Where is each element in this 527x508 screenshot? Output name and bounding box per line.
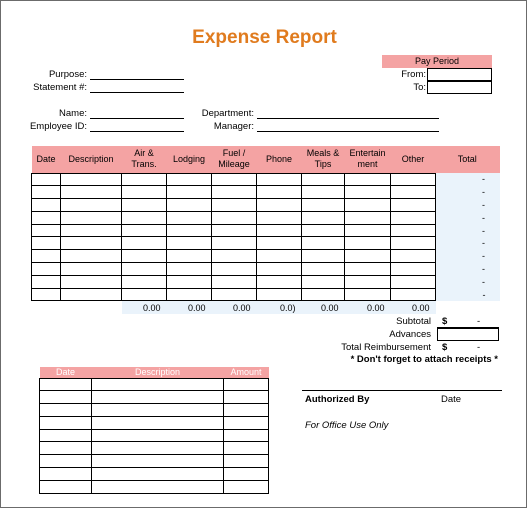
expense-cell[interactable] — [212, 263, 257, 276]
expense-cell[interactable] — [302, 211, 345, 224]
expense-cell[interactable] — [212, 199, 257, 212]
subtotal-currency: $ — [442, 316, 448, 327]
expense-cell[interactable] — [61, 250, 122, 263]
expense-cell[interactable] — [345, 250, 391, 263]
col-air-trans-header: Air & Trans. — [122, 146, 167, 173]
authorization-divider — [302, 390, 502, 391]
expense-row — [32, 275, 500, 288]
expense-cell[interactable] — [32, 288, 61, 301]
expense-table — [31, 146, 500, 314]
receipt-cell[interactable] — [224, 455, 269, 468]
row-total-cell: - — [436, 250, 500, 263]
receipt-description-header: Description — [92, 367, 224, 378]
receipt-cell[interactable] — [92, 442, 224, 455]
total-currency: $ — [442, 342, 448, 353]
expense-cell[interactable] — [32, 250, 61, 263]
col-date-header: Date — [32, 146, 61, 173]
expense-cell[interactable] — [61, 224, 122, 237]
expense-cell[interactable] — [167, 211, 212, 224]
expense-cell[interactable] — [212, 224, 257, 237]
receipt-cell[interactable] — [224, 442, 269, 455]
expense-cell[interactable] — [302, 250, 345, 263]
expense-cell[interactable] — [302, 288, 345, 301]
receipt-cell[interactable] — [92, 480, 224, 493]
expense-cell[interactable] — [391, 224, 436, 237]
expense-cell[interactable] — [32, 199, 61, 212]
row-total-cell: - — [436, 173, 500, 186]
expense-cell[interactable] — [345, 263, 391, 276]
expense-cell[interactable] — [61, 237, 122, 250]
receipt-amount-header: Amount — [224, 367, 269, 378]
receipt-cell[interactable] — [224, 416, 269, 429]
name-label: Name: — [59, 108, 87, 119]
expense-cell[interactable] — [212, 186, 257, 199]
expense-row — [32, 250, 500, 263]
pay-period-heading: Pay Period — [382, 55, 492, 68]
receipt-cell[interactable] — [92, 416, 224, 429]
office-use-label: For Office Use Only — [305, 420, 389, 431]
to-label: To: — [413, 82, 426, 93]
expense-cell[interactable] — [302, 263, 345, 276]
subtotal-value: - — [477, 316, 481, 327]
authorized-by-label: Authorized By — [305, 394, 370, 405]
expense-cell[interactable] — [212, 275, 257, 288]
totals-spacer — [61, 301, 122, 314]
expense-cell[interactable] — [391, 263, 436, 276]
receipt-cell[interactable] — [92, 455, 224, 468]
page-title: Expense Report — [192, 27, 337, 48]
expense-cell[interactable] — [167, 250, 212, 263]
expense-cell[interactable] — [257, 263, 302, 276]
phone-total: 0.0) — [257, 301, 302, 314]
row-total-cell: - — [436, 275, 500, 288]
row-total-cell: - — [436, 211, 500, 224]
expense-cell[interactable] — [61, 199, 122, 212]
column-totals-row — [32, 301, 500, 314]
col-lodging-header: Lodging — [167, 146, 212, 173]
expense-cell[interactable] — [167, 224, 212, 237]
expense-cell[interactable] — [257, 186, 302, 199]
expense-cell[interactable] — [212, 211, 257, 224]
expense-cell[interactable] — [167, 237, 212, 250]
expense-row — [32, 186, 500, 199]
receipt-cell[interactable] — [40, 480, 92, 493]
receipt-table — [39, 367, 269, 494]
expense-cell[interactable] — [167, 186, 212, 199]
receipt-reminder: * Don't forget to attach receipts * — [350, 354, 498, 365]
expense-cell[interactable] — [345, 237, 391, 250]
receipt-row — [40, 442, 269, 455]
expense-row — [32, 288, 500, 301]
expense-cell[interactable] — [122, 186, 167, 199]
fuel-mileage-total: 0.00 — [212, 301, 257, 314]
expense-cell[interactable] — [391, 250, 436, 263]
expense-cell[interactable] — [61, 211, 122, 224]
expense-cell[interactable] — [61, 173, 122, 186]
expense-cell[interactable] — [257, 224, 302, 237]
other-total: 0.00 — [391, 301, 436, 314]
manager-field[interactable] — [257, 131, 439, 132]
expense-cell[interactable] — [122, 224, 167, 237]
expense-cell[interactable] — [391, 186, 436, 199]
subtotal-label: Subtotal — [396, 316, 431, 327]
expense-cell[interactable] — [212, 250, 257, 263]
expense-cell[interactable] — [32, 224, 61, 237]
expense-cell[interactable] — [257, 173, 302, 186]
receipt-cell[interactable] — [40, 416, 92, 429]
expense-cell[interactable] — [32, 263, 61, 276]
receipt-date-header: Date — [40, 367, 92, 378]
expense-cell[interactable] — [122, 275, 167, 288]
expense-cell[interactable] — [257, 275, 302, 288]
expense-cell[interactable] — [61, 275, 122, 288]
expense-cell[interactable] — [302, 173, 345, 186]
lodging-total: 0.00 — [167, 301, 212, 314]
expense-cell[interactable] — [212, 237, 257, 250]
receipt-cell[interactable] — [224, 429, 269, 442]
receipt-row — [40, 455, 269, 468]
col-meals-tips-header: Meals & Tips — [302, 146, 345, 173]
col-phone-header: Phone — [257, 146, 302, 173]
receipt-cell[interactable] — [224, 480, 269, 493]
expense-cell[interactable] — [257, 211, 302, 224]
expense-cell[interactable] — [257, 237, 302, 250]
expense-cell[interactable] — [122, 173, 167, 186]
expense-cell[interactable] — [32, 186, 61, 199]
expense-cell[interactable] — [302, 186, 345, 199]
expense-cell[interactable] — [32, 173, 61, 186]
receipt-cell[interactable] — [92, 391, 224, 404]
expense-cell[interactable] — [345, 211, 391, 224]
expense-cell[interactable] — [391, 173, 436, 186]
expense-cell[interactable] — [32, 211, 61, 224]
expense-row — [32, 199, 500, 212]
receipt-cell[interactable] — [40, 429, 92, 442]
col-other-header: Other — [391, 146, 436, 173]
receipt-cell[interactable] — [224, 468, 269, 481]
advances-field[interactable] — [437, 328, 499, 341]
authorization-date-label: Date — [441, 394, 462, 405]
entertainment-total: 0.00 — [345, 301, 391, 314]
receipt-cell[interactable] — [92, 378, 224, 391]
expense-cell[interactable] — [61, 186, 122, 199]
from-label: From: — [401, 69, 426, 80]
expense-cell[interactable] — [122, 199, 167, 212]
row-total-cell: - — [436, 237, 500, 250]
expense-cell[interactable] — [302, 237, 345, 250]
statement-label: Statement #: — [33, 82, 87, 93]
expense-cell[interactable] — [212, 173, 257, 186]
row-total-cell: - — [436, 199, 500, 212]
expense-cell[interactable] — [391, 199, 436, 212]
expense-cell[interactable] — [167, 173, 212, 186]
statement-field[interactable] — [90, 92, 184, 93]
expense-cell[interactable] — [167, 199, 212, 212]
receipt-cell[interactable] — [92, 429, 224, 442]
expense-cell[interactable] — [257, 288, 302, 301]
receipt-cell[interactable] — [92, 404, 224, 417]
to-date-field[interactable] — [427, 81, 492, 94]
expense-cell[interactable] — [345, 186, 391, 199]
expense-cell[interactable] — [391, 275, 436, 288]
from-date-field[interactable] — [427, 68, 492, 81]
receipt-cell[interactable] — [224, 391, 269, 404]
air-trans-total: 0.00 — [122, 301, 167, 314]
expense-cell[interactable] — [122, 211, 167, 224]
expense-row — [32, 211, 500, 224]
expense-cell[interactable] — [345, 288, 391, 301]
col-description-header: Description — [61, 146, 122, 173]
expense-row — [32, 237, 500, 250]
receipt-row — [40, 429, 269, 442]
expense-cell[interactable] — [302, 275, 345, 288]
expense-cell[interactable] — [61, 288, 122, 301]
receipt-cell[interactable] — [40, 455, 92, 468]
row-total-cell: - — [436, 263, 500, 276]
row-total-cell: - — [436, 186, 500, 199]
expense-cell[interactable] — [61, 263, 122, 276]
row-total-cell: - — [436, 224, 500, 237]
receipt-row — [40, 416, 269, 429]
totals-spacer — [32, 301, 61, 314]
expense-cell[interactable] — [167, 275, 212, 288]
purpose-label: Purpose: — [48, 69, 87, 80]
expense-row — [32, 173, 500, 186]
expense-cell[interactable] — [257, 199, 302, 212]
receipt-cell[interactable] — [224, 378, 269, 391]
expense-cell[interactable] — [122, 288, 167, 301]
expense-cell[interactable] — [345, 275, 391, 288]
purpose-field[interactable] — [90, 79, 184, 80]
expense-cell[interactable] — [391, 237, 436, 250]
department-label: Department: — [201, 108, 254, 119]
receipt-cell[interactable] — [40, 404, 92, 417]
expense-cell[interactable] — [345, 199, 391, 212]
expense-cell[interactable] — [32, 237, 61, 250]
col-total-header: Total — [436, 146, 500, 173]
expense-cell[interactable] — [391, 211, 436, 224]
expense-cell[interactable] — [122, 250, 167, 263]
total-reimbursement-label: Total Reimbursement — [341, 342, 431, 353]
expense-cell[interactable] — [167, 263, 212, 276]
expense-cell[interactable] — [167, 288, 212, 301]
department-field[interactable] — [257, 118, 439, 119]
receipt-row — [40, 480, 269, 493]
receipt-cell[interactable] — [40, 442, 92, 455]
receipt-cell[interactable] — [40, 378, 92, 391]
expense-cell[interactable] — [122, 263, 167, 276]
expense-cell[interactable] — [257, 250, 302, 263]
expense-header-row — [32, 146, 500, 173]
expense-row — [32, 224, 500, 237]
receipt-cell[interactable] — [224, 404, 269, 417]
receipt-cell[interactable] — [40, 468, 92, 481]
receipt-row — [40, 404, 269, 417]
expense-cell[interactable] — [345, 224, 391, 237]
expense-cell[interactable] — [302, 199, 345, 212]
receipt-row — [40, 378, 269, 391]
expense-cell[interactable] — [391, 288, 436, 301]
expense-cell[interactable] — [122, 237, 167, 250]
col-fuel-mileage-header: Fuel / Mileage — [212, 146, 257, 173]
row-total-cell: - — [436, 288, 500, 301]
expense-cell[interactable] — [212, 288, 257, 301]
employee-id-label: Employee ID: — [29, 121, 87, 132]
receipt-row — [40, 391, 269, 404]
totals-spacer — [436, 301, 500, 314]
meals-tips-total: 0.00 — [302, 301, 345, 314]
receipt-header-row — [40, 367, 269, 378]
name-field[interactable] — [90, 118, 184, 119]
col-entertainment-header: Entertain ment — [345, 146, 391, 173]
employee-id-field[interactable] — [90, 131, 184, 132]
receipt-cell[interactable] — [92, 468, 224, 481]
expense-cell[interactable] — [345, 173, 391, 186]
receipt-cell[interactable] — [40, 391, 92, 404]
advances-label: Advances — [389, 329, 431, 340]
expense-row — [32, 263, 500, 276]
manager-label: Manager: — [213, 121, 254, 132]
expense-cell[interactable] — [302, 224, 345, 237]
total-reimbursement-value: - — [477, 342, 481, 353]
expense-cell[interactable] — [32, 275, 61, 288]
receipt-row — [40, 468, 269, 481]
